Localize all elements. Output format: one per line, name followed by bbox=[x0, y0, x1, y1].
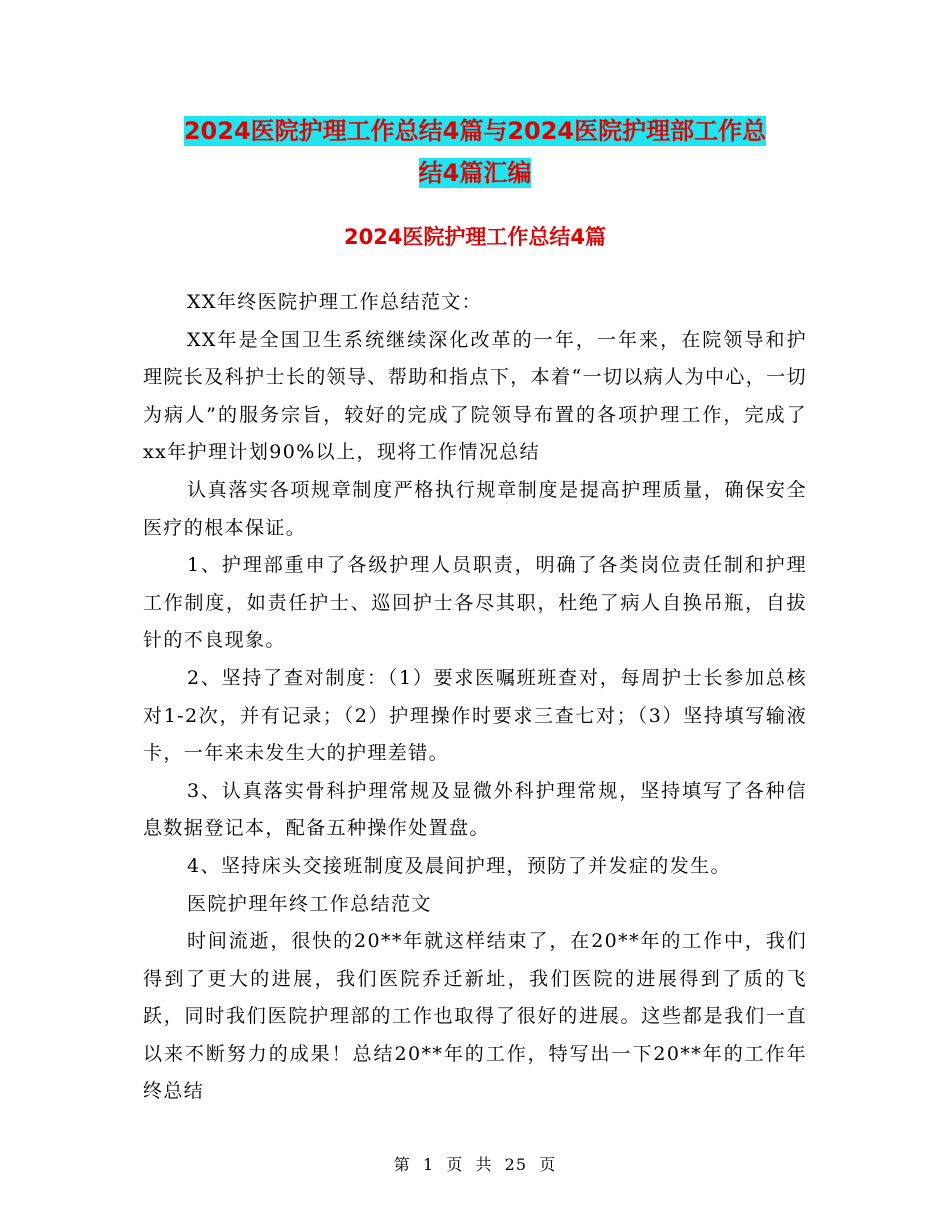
section-title: 2024医院护理工作总结4篇 bbox=[343, 225, 607, 249]
document-title-line-1: 2024医院护理工作总结4篇与2024医院护理部工作总 bbox=[183, 117, 767, 145]
paragraph: 3、认真落实骨科护理常规及显微外科护理常规，坚持填写了各种信息数据登记本，配备五种操作处置盘。 bbox=[143, 779, 807, 840]
paragraph: XX年终医院护理工作总结范文： bbox=[187, 291, 483, 313]
paragraph: 医院护理年终工作总结范文 bbox=[187, 892, 432, 915]
document-body bbox=[143, 284, 807, 1111]
paragraph: 4、坚持床头交接班制度及晨间护理，预防了并发症的发生。 bbox=[187, 854, 731, 877]
paragraph: 认真落实各项规章制度严格执行规章制度是提高护理质量，确保安全医疗的根本保证。 bbox=[143, 478, 807, 539]
document-title-line-2: 结4篇汇编 bbox=[418, 159, 532, 187]
page-footer bbox=[0, 1153, 950, 1177]
paragraph: 2、坚持了查对制度：（1）要求医嘱班班查对，每周护士长参加总核对1-2次，并有记录；（2）护理操作时要求三查七对；（3）坚持填写输液卡，一年来未发生大的护理差错。 bbox=[143, 666, 807, 765]
paragraph: 1、护理部重申了各级护理人员职责，明确了各类岗位责任制和护理工作制度，如责任护士、巡回护士各尽其职，杜绝了病人自换吊瓶，自拔针的不良现象。 bbox=[143, 554, 807, 652]
paragraph: XX年是全国卫生系统继续深化改革的一年，一年来，在院领导和护理院长及科护士长的领导、帮助和指点下，本着“一切以病人为中心，一切为病人”的服务宗旨，较好的完成了院领导布置的各项护理工作，完成了xx年护理计划90%以上，现将工作情况总结 bbox=[143, 328, 807, 464]
document-title bbox=[140, 110, 810, 194]
page-number: 第 1 页 共 25 页 bbox=[393, 1155, 557, 1174]
paragraph: 时间流逝，很快的20**年就这样结束了，在20**年的工作中，我们得到了更大的进展，我们医院乔迁新址，我们医院的进展得到了质的飞跃，同时我们医院护理部的工作也取得了很好的进展。这些都是我们一直以来不断努力的成果！总结20**年的工作，特写出一下20**年的工作年终总结 bbox=[143, 930, 807, 1103]
